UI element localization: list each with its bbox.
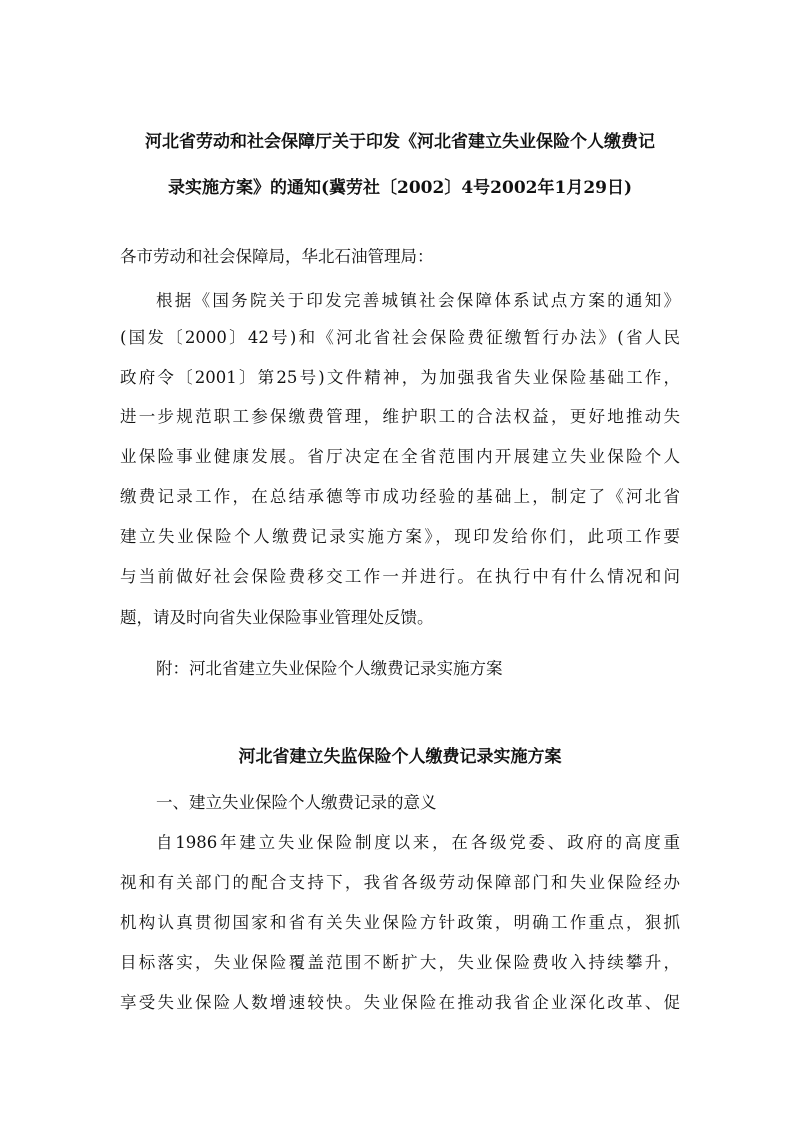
section-paragraph-line: 机构认真贯彻国家和省有关失业保险方针政策，明确工作重点，狠抓 <box>120 913 680 932</box>
section-paragraph-line: 自1986年建立失业保险制度以来，在各级党委、政府的高度重 <box>156 833 680 852</box>
document-title-line-1: 河北省劳动和社会保障厅关于印发《河北省建立失业保险个人缴费记 <box>145 132 655 152</box>
body-paragraph-line: 与当前做好社会保险费移交工作一并进行。在执行中有什么情况和问 <box>120 567 680 586</box>
body-paragraph-line: 题，请及时向省失业保险事业管理处反馈。 <box>120 608 434 627</box>
body-paragraph-line: 缴费记录工作，在总结承德等市成功经验的基础上，制定了《河北省 <box>120 487 680 506</box>
attachment-note: 附：河北省建立失业保险个人缴费记录实施方案 <box>156 659 503 678</box>
body-paragraph-line: 进一步规范职工参保缴费管理，维护职工的合法权益，更好地推动失 <box>120 407 680 426</box>
section-heading: 一、建立失业保险个人缴费记录的意义 <box>156 793 437 812</box>
section-paragraph-line: 享受失业保险人数增速较快。失业保险在推动我省企业深化改革、促 <box>120 993 680 1012</box>
section-paragraph-line: 视和有关部门的配合支持下，我省各级劳动保障部门和失业保险经办 <box>120 873 680 892</box>
body-paragraph-line: 建立失业保险个人缴费记录实施方案》，现印发给你们，此项工作要 <box>120 527 680 546</box>
body-paragraph-line: 业保险事业健康发展。省厅决定在全省范围内开展建立失业保险个人 <box>120 447 680 466</box>
document-title-line-2: 录实施方案》的通知(冀劳社〔2002〕4号2002年1月29日) <box>167 178 633 198</box>
addressee: 各市劳动和社会保障局，华北石油管理局： <box>120 247 434 266</box>
body-paragraph-line: 根据《国务院关于印发完善城镇社会保障体系试点方案的通知》 <box>156 291 680 310</box>
body-paragraph-line: 政府令〔2001〕第25号)文件精神，为加强我省失业保险基础工作， <box>120 368 680 387</box>
section-paragraph-line: 目标落实，失业保险覆盖范围不断扩大，失业保险费收入持续攀升， <box>120 953 680 972</box>
body-paragraph-line: (国发〔2000〕42号)和《河北省社会保险费征缴暂行办法》(省人民 <box>120 328 680 347</box>
plan-title: 河北省建立失监保险个人缴费记录实施方案 <box>238 747 562 767</box>
